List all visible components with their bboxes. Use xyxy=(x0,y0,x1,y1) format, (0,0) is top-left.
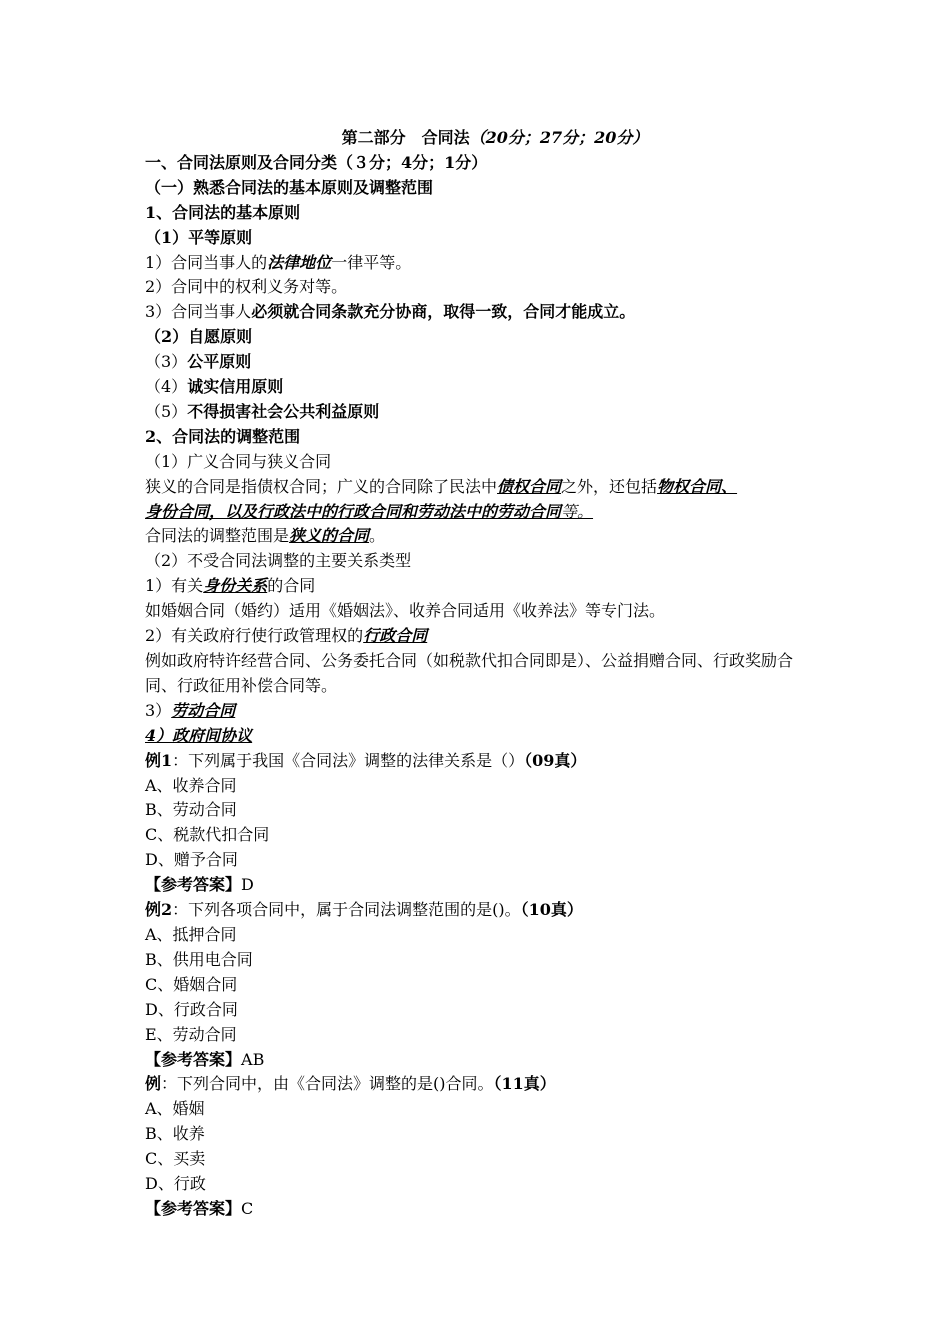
title-main: 第二部分 合同法 xyxy=(341,128,470,147)
text-run: 3） xyxy=(145,700,172,720)
page-title xyxy=(145,126,805,151)
question-text: ：下列属于我国《合同法》调整的法律关系是（） xyxy=(172,750,525,770)
emphasis-run: 行政合同 xyxy=(363,626,428,646)
text-run: 1）合同当事人的 xyxy=(145,252,268,272)
paragraph-line: （2）不受合同法调整的主要关系类型 xyxy=(145,551,412,571)
question-option: D、赠予合同 xyxy=(145,850,238,870)
topic-heading: 1、合同法的基本原则 xyxy=(145,202,301,222)
paragraph-line xyxy=(145,574,805,599)
question-option: A、婚姻 xyxy=(145,1099,205,1119)
question-option: E、劳动合同 xyxy=(145,1024,237,1044)
answer-value: AB xyxy=(241,1049,265,1069)
question-option: A、收养合同 xyxy=(145,775,237,795)
answer-label: 【参考答案】 xyxy=(145,1049,242,1069)
emphasis-run: 不得损害社会公共利益原则 xyxy=(187,401,380,421)
paragraph-line: 例如政府特许经营合同、公务委托合同（如税款代扣合同即是）、公益捐赠合同、行政奖励合同、行政征用补偿合同等。 xyxy=(145,651,794,695)
question-stem xyxy=(145,898,805,923)
emphasis-run: 必须就合同条款充分协商，取得一致，合同才能成立。 xyxy=(251,302,636,322)
emphasis-run: 诚实信用原则 xyxy=(187,377,284,397)
answer-line xyxy=(145,1197,805,1222)
paragraph-line: 2）合同中的权利义务对等。 xyxy=(145,277,348,297)
text-run: 一律平等。 xyxy=(331,252,412,272)
text-run: 等。 xyxy=(561,501,594,521)
question-option: C、税款代扣合同 xyxy=(145,825,270,845)
question-option: C、婚姻合同 xyxy=(145,974,238,994)
question-label: 例2 xyxy=(145,900,173,920)
emphasis-run: 公平原则 xyxy=(187,352,252,372)
emphasis-run: 物权合同、 xyxy=(657,476,738,496)
question-label: 例 xyxy=(145,1074,162,1094)
emphasis-run: 债权合同 xyxy=(497,476,562,496)
question-text: ：下列合同中，由《合同法》调整的是()合同。 xyxy=(161,1074,494,1094)
paragraph-line xyxy=(145,300,805,325)
principle-voluntary: （2）自愿原则 xyxy=(145,327,253,347)
principle-fairness xyxy=(145,350,805,375)
principle-public-interest xyxy=(145,400,805,425)
section-heading: 一、合同法原则及合同分类（３分；4分；1分） xyxy=(145,152,488,172)
question-tag: （10真） xyxy=(520,900,583,920)
paragraph-line xyxy=(145,475,805,500)
answer-label: 【参考答案】 xyxy=(145,1198,242,1218)
text-run: （3） xyxy=(145,352,188,372)
answer-value: C xyxy=(241,1198,254,1218)
paragraph-line xyxy=(145,524,805,549)
answer-label: 【参考答案】 xyxy=(145,875,242,895)
paragraph-line: 4）政府间协议 xyxy=(145,725,253,745)
paragraph-line xyxy=(145,624,805,649)
answer-line xyxy=(145,873,805,898)
question-tag: （09真） xyxy=(524,750,587,770)
text-run: 1）有关 xyxy=(145,576,204,596)
title-scores: （20分；27分；20分） xyxy=(469,128,649,147)
question-option: C、买卖 xyxy=(145,1149,206,1169)
principle-good-faith xyxy=(145,375,805,400)
text-run: 的合同 xyxy=(267,576,316,596)
question-label: 例1 xyxy=(145,750,173,770)
emphasis-run: 法律地位 xyxy=(267,252,332,272)
question-stem xyxy=(145,1072,805,1097)
answer-line xyxy=(145,1048,805,1073)
paragraph-line xyxy=(145,699,805,724)
question-option: A、抵押合同 xyxy=(145,924,237,944)
question-text: ：下列各项合同中，属于合同法调整范围的是()。 xyxy=(172,900,521,920)
question-tag: （11真） xyxy=(493,1074,556,1094)
emphasis-run: 身份关系 xyxy=(203,576,268,596)
subsection-heading: （一）熟悉合同法的基本原则及调整范围 xyxy=(145,177,434,197)
text-run: 之外，还包括 xyxy=(561,476,658,496)
question-option: B、供用电合同 xyxy=(145,949,253,969)
emphasis-run: 劳动合同 xyxy=(171,700,236,720)
paragraph-line: （1）广义合同与狭义合同 xyxy=(145,451,332,471)
emphasis-run: 狭义的合同 xyxy=(289,526,370,546)
question-option: D、行政合同 xyxy=(145,999,238,1019)
question-option: D、行政 xyxy=(145,1174,206,1194)
text-run: 狭义的合同是指债权合同；广义的合同除了民法中 xyxy=(145,476,498,496)
text-run: （4） xyxy=(145,377,188,397)
text-run: 合同法的调整范围是 xyxy=(145,526,290,546)
answer-value: D xyxy=(241,875,254,895)
topic-heading: 2、合同法的调整范围 xyxy=(145,426,301,446)
paragraph-line: 如婚姻合同（婚约）适用《婚姻法》、收养合同适用《收养法》等专门法。 xyxy=(145,601,666,621)
paragraph-line xyxy=(145,500,805,525)
text-run: 2）有关政府行使行政管理权的 xyxy=(145,626,364,646)
text-run: 3）合同当事人 xyxy=(145,302,252,322)
text-run: （5） xyxy=(145,401,188,421)
principle-equality: （1）平等原则 xyxy=(145,227,253,247)
emphasis-run: 身份合同，以及行政法中的行政合同和劳动法中的劳动合同 xyxy=(145,501,562,521)
question-stem xyxy=(145,749,805,774)
question-option: B、收养 xyxy=(145,1124,205,1144)
paragraph-line xyxy=(145,251,805,276)
document-page xyxy=(145,126,805,1222)
question-option: B、劳动合同 xyxy=(145,800,237,820)
text-run: 。 xyxy=(369,526,386,546)
